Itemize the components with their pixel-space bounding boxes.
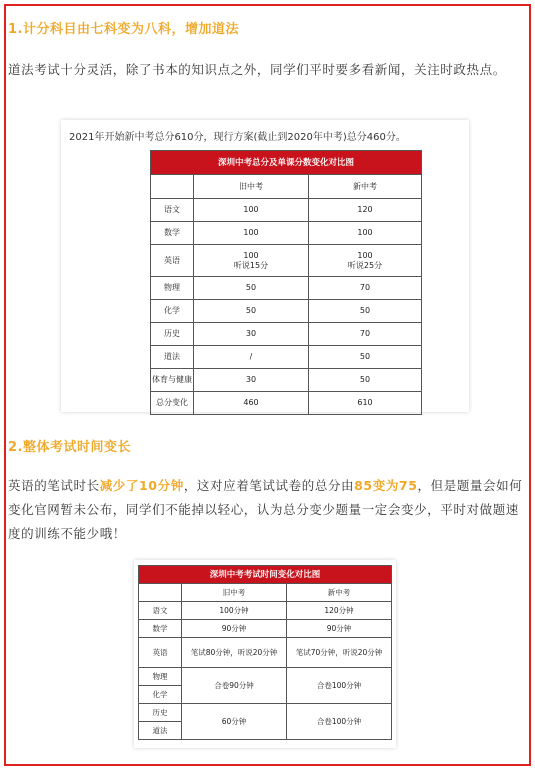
- old-value-cell: 100: [194, 199, 309, 222]
- subject-cell: 历史: [139, 704, 182, 722]
- new-value-cell: 70: [309, 323, 422, 346]
- new-value-cell: 120: [309, 199, 422, 222]
- subject-cell: 语文: [139, 602, 182, 620]
- highlight-text: 85变为75: [354, 478, 418, 493]
- table-row: [151, 346, 422, 369]
- old-value: 100: [243, 250, 259, 260]
- table-row: [151, 199, 422, 222]
- subject-cell: 物理: [139, 668, 182, 686]
- old-value-cell: 笔试80分钟，听说20分钟: [182, 638, 287, 668]
- subject-cell: 英语: [151, 245, 194, 277]
- old-value-cell: 60分钟: [182, 704, 287, 740]
- section1-paragraph: 道法考试十分灵活，除了书本的知识点之外，同学们平时要多看新闻，关注时政热点。: [8, 62, 506, 77]
- old-value-cell: /: [194, 346, 309, 369]
- new-listening-value: 听说25分: [347, 260, 383, 270]
- table-row: [139, 704, 392, 722]
- score-comparison-table: [150, 150, 422, 415]
- subject-cell: 语文: [151, 199, 194, 222]
- section1-heading: 1.计分科目由七科变为八科，增加道法: [8, 22, 239, 37]
- subject-cell: 道法: [139, 722, 182, 740]
- subject-cell: 化学: [151, 300, 194, 323]
- table-row: [151, 277, 422, 300]
- paragraph-text: ，但是题量会如何变化官网暂未公布，同学们不能掉以轻心，认为总分变少题量一定会变少，平时对做题速度的训练不能少哦！: [8, 478, 523, 541]
- old-value-cell: 50: [194, 300, 309, 323]
- section2-heading: 2.整体考试时间变长: [8, 440, 131, 455]
- old-value-cell: 460: [194, 392, 309, 415]
- old-value-cell: [194, 245, 309, 277]
- highlight-text: 减少了10分钟: [99, 478, 184, 493]
- old-value-cell: 30: [194, 369, 309, 392]
- new-value-cell: 50: [309, 369, 422, 392]
- subject-cell: 总分变化: [151, 392, 194, 415]
- new-value-cell: 70: [309, 277, 422, 300]
- new-value-cell: 合卷100分钟: [287, 668, 392, 704]
- old-value-cell: 50: [194, 277, 309, 300]
- section2-paragraph: [8, 474, 526, 546]
- new-value-cell: 50: [309, 300, 422, 323]
- new-value-cell: 50: [309, 346, 422, 369]
- subject-cell: 数学: [139, 620, 182, 638]
- table-row: [151, 245, 422, 277]
- new-value: 100: [357, 250, 373, 260]
- time-table-title: 深圳中考考试时间变化对比图: [139, 566, 392, 584]
- table-header-cell: 旧中考: [194, 175, 309, 199]
- table-row: [151, 392, 422, 415]
- table-header-cell: 新中考: [309, 175, 422, 199]
- new-value-cell: 100: [309, 222, 422, 245]
- old-value-cell: 100分钟: [182, 602, 287, 620]
- old-listening-value: 听说15分: [233, 260, 269, 270]
- old-value-cell: 100: [194, 222, 309, 245]
- table-row: [139, 668, 392, 686]
- score-comparison-card: [61, 120, 469, 412]
- subject-cell: 化学: [139, 686, 182, 704]
- table-row: [151, 300, 422, 323]
- subject-cell: 历史: [151, 323, 194, 346]
- old-value-cell: 90分钟: [182, 620, 287, 638]
- subject-cell: 道法: [151, 346, 194, 369]
- table-header-cell: 旧中考: [182, 584, 287, 602]
- table-row: [151, 222, 422, 245]
- score-intro-text: 2021年开始新中考总分610分，现行方案(截止到2020年中考)总分460分。: [69, 132, 406, 143]
- paragraph-text: 英语的笔试时长: [8, 478, 100, 493]
- subject-cell: 英语: [139, 638, 182, 668]
- table-header-cell: [151, 175, 194, 199]
- time-comparison-table: [138, 565, 392, 740]
- table-row: [151, 323, 422, 346]
- table-row: [139, 620, 392, 638]
- table-row: [139, 602, 392, 620]
- table-row: [139, 638, 392, 668]
- new-value-cell: 120分钟: [287, 602, 392, 620]
- score-table-title: 深圳中考总分及单课分数变化对比图: [151, 151, 422, 175]
- new-value-cell: [309, 245, 422, 277]
- new-value-cell: 90分钟: [287, 620, 392, 638]
- subject-cell: 数学: [151, 222, 194, 245]
- old-value-cell: 合卷90分钟: [182, 668, 287, 704]
- time-comparison-card: [134, 560, 396, 748]
- subject-cell: 体育与健康: [151, 369, 194, 392]
- old-value-cell: 30: [194, 323, 309, 346]
- table-row: [151, 369, 422, 392]
- table-header-cell: [139, 584, 182, 602]
- new-value-cell: 合卷100分钟: [287, 704, 392, 740]
- new-value-cell: 笔试70分钟，听说20分钟: [287, 638, 392, 668]
- subject-cell: 物理: [151, 277, 194, 300]
- table-header-cell: 新中考: [287, 584, 392, 602]
- paragraph-text: ，这对应着笔试试卷的总分由: [183, 478, 355, 493]
- new-value-cell: 610: [309, 392, 422, 415]
